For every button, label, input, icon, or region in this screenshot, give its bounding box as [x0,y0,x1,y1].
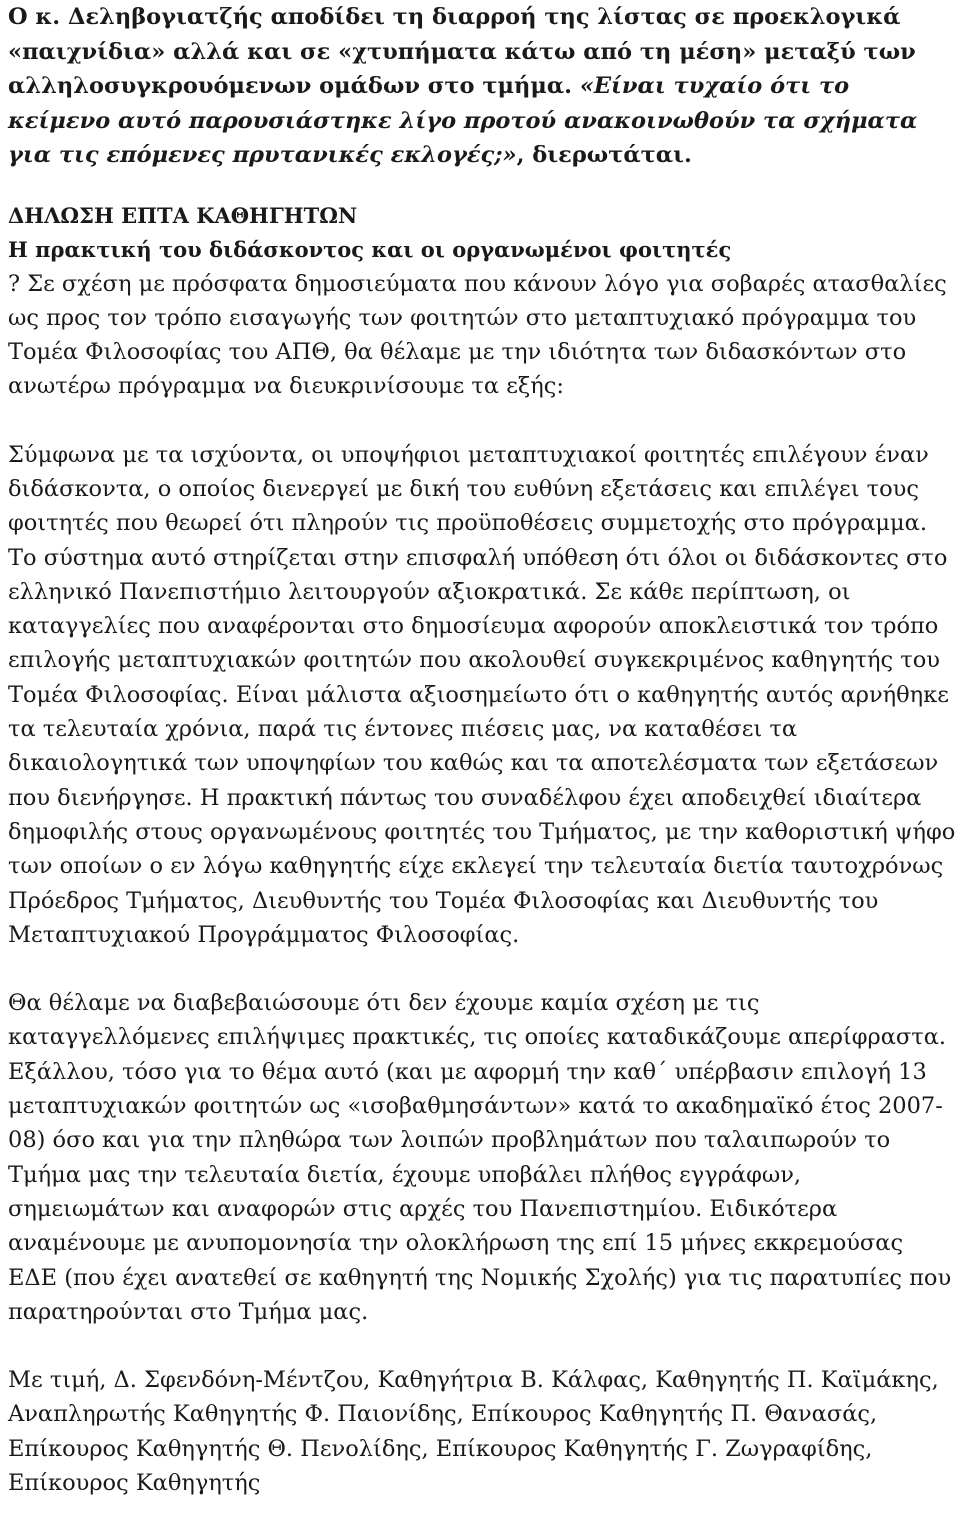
paragraph-gap [8,952,956,986]
paragraph-assurance: Θα θέλαμε να διαβεβαιώσουμε ότι δεν έχουμε καμία σχέση με τις καταγγελλόμενες επιλήψιμες πρακτικές, τις οποίες καταδικάζουμε απερίφραστα. Εξάλλου, τόσο για το θέμα αυτό (και με αφορμή την καθ΄ υπέρβασιν επιλογή 13 μεταπτυχιακών φοιτητών ως «ισοβαθμησάντων» κατά το ακαδημαϊκό έτος 2007-08) όσο και για την πληθώρα των λοιπών προβλημάτων που ταλαιπωρούν το Τμήμα μας την τελευταία διετία, έχουμε υποβάλει πλήθος εγγράφων, σημειωμάτων και αναφορών στις αρχές του Πανεπιστημίου. Ειδικότερα αναμένουμε με ανυπομονησία την ολοκλήρωση της επί 15 μήνες εκκρεμούσας ΕΔΕ (που έχει ανατεθεί σε καθηγητή της Νομικής Σχολής) για τις παρατυπίες που παρατηρούνται στο Τμήμα μας. [8,990,952,1325]
paragraph-system: Σύμφωνα με τα ισχύοντα, οι υποψήφιοι μεταπτυχιακοί φοιτητές επιλέγουν έναν διδάσκοντα, ο οποίος διενεργεί με δική του ευθύνη εξετάσεις και επιλέγει τους φοιτητές που θεωρεί ότι πληρούν τις προϋποθέσεις συμμετοχής στο πρόγραμμα. Το σύστημα αυτό στηρίζεται στην επισφαλή υπόθεση ότι όλοι οι διδάσκοντες στο ελληνικό Πανεπιστήμιο λειτουργούν αξιοκρατικά. Σε κάθε περίπτωση, οι καταγγελίες που αναφέρονται στο δημοσίευμα αφορούν αποκλειστικά τον τρόπο επιλογής μεταπτυχιακών φοιτητών που ακολουθεί συγκεκριμένος καθηγητής του Τομέα Φιλοσοφίας. Είναι μάλιστα αξιοσημείωτο ότι ο καθηγητής αυτός αρνήθηκε τα τελευταία χρόνια, παρά τις έντονες πιέσεις μας, να καταθέσει τα δικαιολογητικά των υποψηφίων του καθώς και τα αποτελέσματα των εξετάσεων που διενήργησε. Η πρακτική πάντως του συναδέλφου έχει αποδειχθεί ιδιαίτερα δημοφιλής στους οργανωμένους φοιτητές του Τμήματος, με την καθοριστική ψήφο των οποίων ο εν λόγω καθηγητής είχε εκλεγεί την τελευταία διετία ταυτοχρόνως Πρόεδρος Τμήματος, Διευθυντής του Τομέα Φιλοσοφίας και Διευθυντής του Μεταπτυχιακού Προγράμματος Φιλοσοφίας. [8,441,956,948]
intro-text: Ο κ. Δεληβογιατζής αποδίδει τη διαρροή της λίστας σε προεκλογικά «παιχνίδια» αλλά και σε «χτυπήματα κάτω από τη μέση» μεταξύ των αλληλοσυγκρουόμενων ομάδων στο τμήμα. [8,4,916,99]
intro-quote: «Είναι τυχαίο ότι το κείμενο αυτό παρουσιάστηκε λίγο προτού ανακοινωθούν τα σχήματα για τις επόμενες πρυτανικές εκλογές;» [8,73,918,168]
intro-paragraph [8,0,956,173]
paragraph-gap [8,1329,956,1363]
statement-subheading: Η πρακτική του διδάσκοντος και οι οργανωμένοι φοιτητές [8,236,732,262]
intro-attribution: , διερωτάται. [516,142,692,168]
statement-heading: ΔΗΛΩΣΗ ΕΠΤΑ ΚΑΘΗΓΗΤΩΝ [8,202,358,228]
paragraph-gap [8,404,956,438]
signatures: Με τιμή, Δ. Σφενδόνη-Μέντζου, Καθηγήτρια Β. Κάλφας, Καθηγητής Π. Καϊμάκης, Αναπληρωτής Καθηγητής Φ. Παιονίδης, Επίκουρος Καθηγητής Π. Θανασάς, Επίκουρος Καθηγητής Θ. Πενολίδης, Επίκουρος Καθηγητής Γ. Ζωγραφίδης, Επίκουρος Καθηγητής [8,1367,939,1496]
paragraph-opening: ? Σε σχέση με πρόσφατα δημοσιεύματα που κάνουν λόγο για σοβαρές ατασθαλίες ως προς τον τρόπο εισαγωγής των φοιτητών στο μεταπτυχιακό πρόγραμμα του Τομέα Φιλοσοφίας του ΑΠΘ, θα θέλαμε με την ιδιότητα των διδασκόντων στο ανωτέρω πρόγραμμα να διευκρινίσουμε τα εξής: [8,270,947,400]
